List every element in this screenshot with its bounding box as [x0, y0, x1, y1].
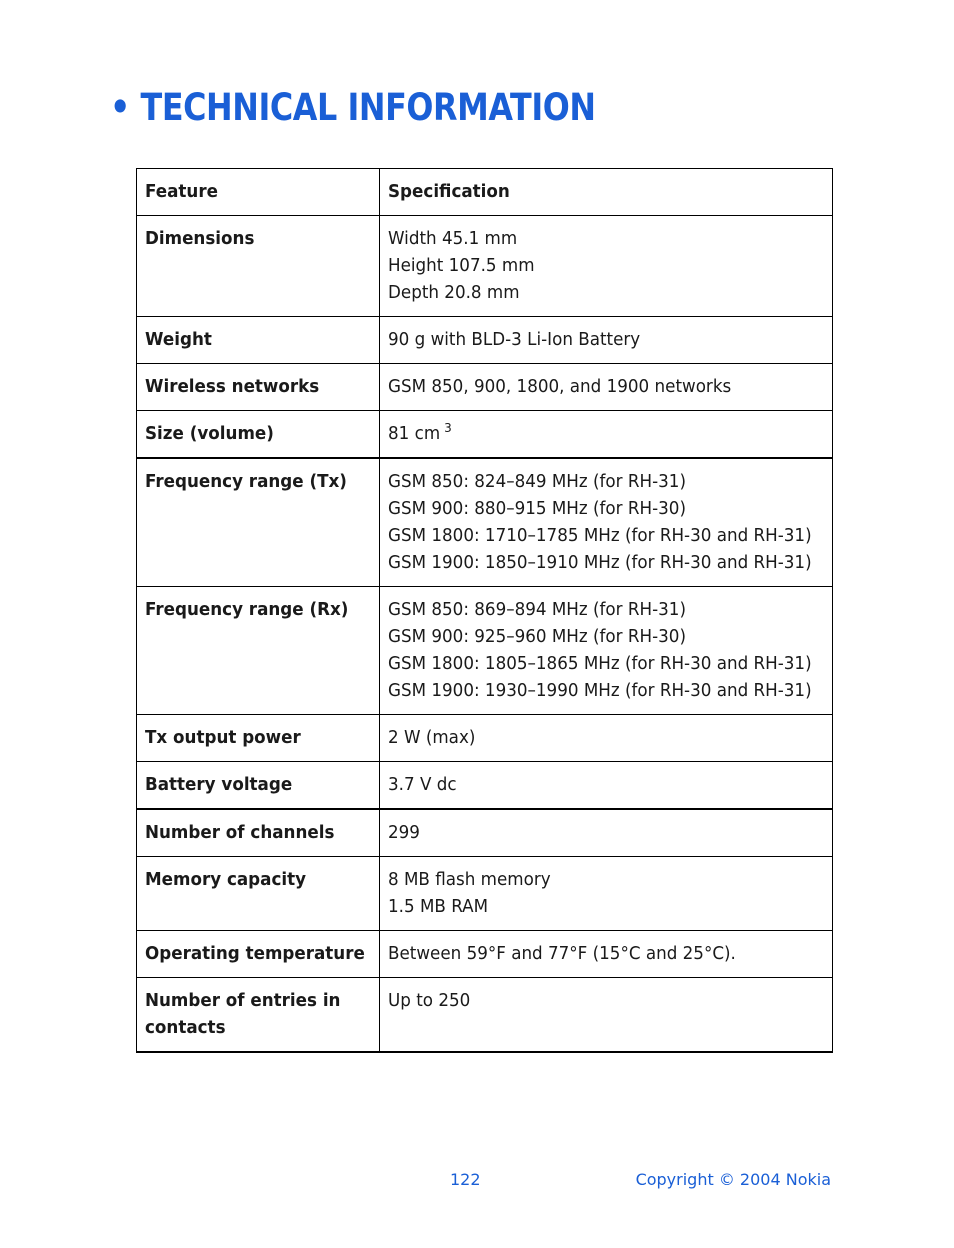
feature-cell: Weight [137, 317, 380, 364]
specification-cell: Up to 250 [380, 978, 833, 1053]
page-title: • TECHNICAL INFORMATION [110, 86, 596, 129]
table-row [137, 978, 833, 1053]
table-row [137, 857, 833, 931]
header-specification: Specification [380, 169, 833, 216]
specification-cell: 299 [380, 809, 833, 857]
specification-cell: GSM 850: 869–894 MHz (for RH-31) GSM 900: 925–960 MHz (for RH-30) GSM 1800: 1805–1865 MHz (for RH-30 and RH-31) GSM 1900: 1930–1990 MHz (for RH-30 and RH-31) [380, 587, 833, 715]
specification-cell: 2 W (max) [380, 715, 833, 762]
specification-cell: 8 MB flash memory 1.5 MB RAM [380, 857, 833, 931]
feature-cell: Frequency range (Tx) [137, 458, 380, 587]
feature-cell: Tx output power [137, 715, 380, 762]
feature-cell: Dimensions [137, 216, 380, 317]
header-feature: Feature [137, 169, 380, 216]
specification-cell: Width 45.1 mm Height 107.5 mm Depth 20.8 mm [380, 216, 833, 317]
table-row [137, 809, 833, 857]
table-row [137, 216, 833, 317]
feature-cell: Frequency range (Rx) [137, 587, 380, 715]
table-row [137, 458, 833, 587]
tech-spec-table [136, 168, 833, 1053]
feature-cell: Memory capacity [137, 857, 380, 931]
specification-cell: GSM 850, 900, 1800, and 1900 networks [380, 364, 833, 411]
feature-cell: Size (volume) [137, 411, 380, 459]
table-row [137, 411, 833, 459]
specification-cell: 90 g with BLD-3 Li-Ion Battery [380, 317, 833, 364]
table-row [137, 364, 833, 411]
table-row [137, 587, 833, 715]
table-row [137, 715, 833, 762]
feature-cell: Number of channels [137, 809, 380, 857]
feature-cell: Number of entries in contacts [137, 978, 380, 1053]
feature-cell: Wireless networks [137, 364, 380, 411]
superscript: 3 [444, 421, 452, 435]
table-row [137, 317, 833, 364]
specification-cell: 3.7 V dc [380, 762, 833, 810]
table-row [137, 762, 833, 810]
specification-cell: 81 cm $^3$ [380, 411, 833, 459]
specification-cell: GSM 850: 824–849 MHz (for RH-31) GSM 900: 880–915 MHz (for RH-30) GSM 1800: 1710–1785 MHz (for RH-30 and RH-31) GSM 1900: 1850–1910 MHz (for RH-30 and RH-31) [380, 458, 833, 587]
table-row [137, 931, 833, 978]
table-header-row [137, 169, 833, 216]
page-number: 122 [450, 1170, 481, 1189]
feature-cell: Operating temperature [137, 931, 380, 978]
copyright: Copyright © 2004 Nokia [635, 1170, 831, 1189]
specification-cell: Between 59°F and 77°F (15°C and 25°C). [380, 931, 833, 978]
feature-cell: Battery voltage [137, 762, 380, 810]
